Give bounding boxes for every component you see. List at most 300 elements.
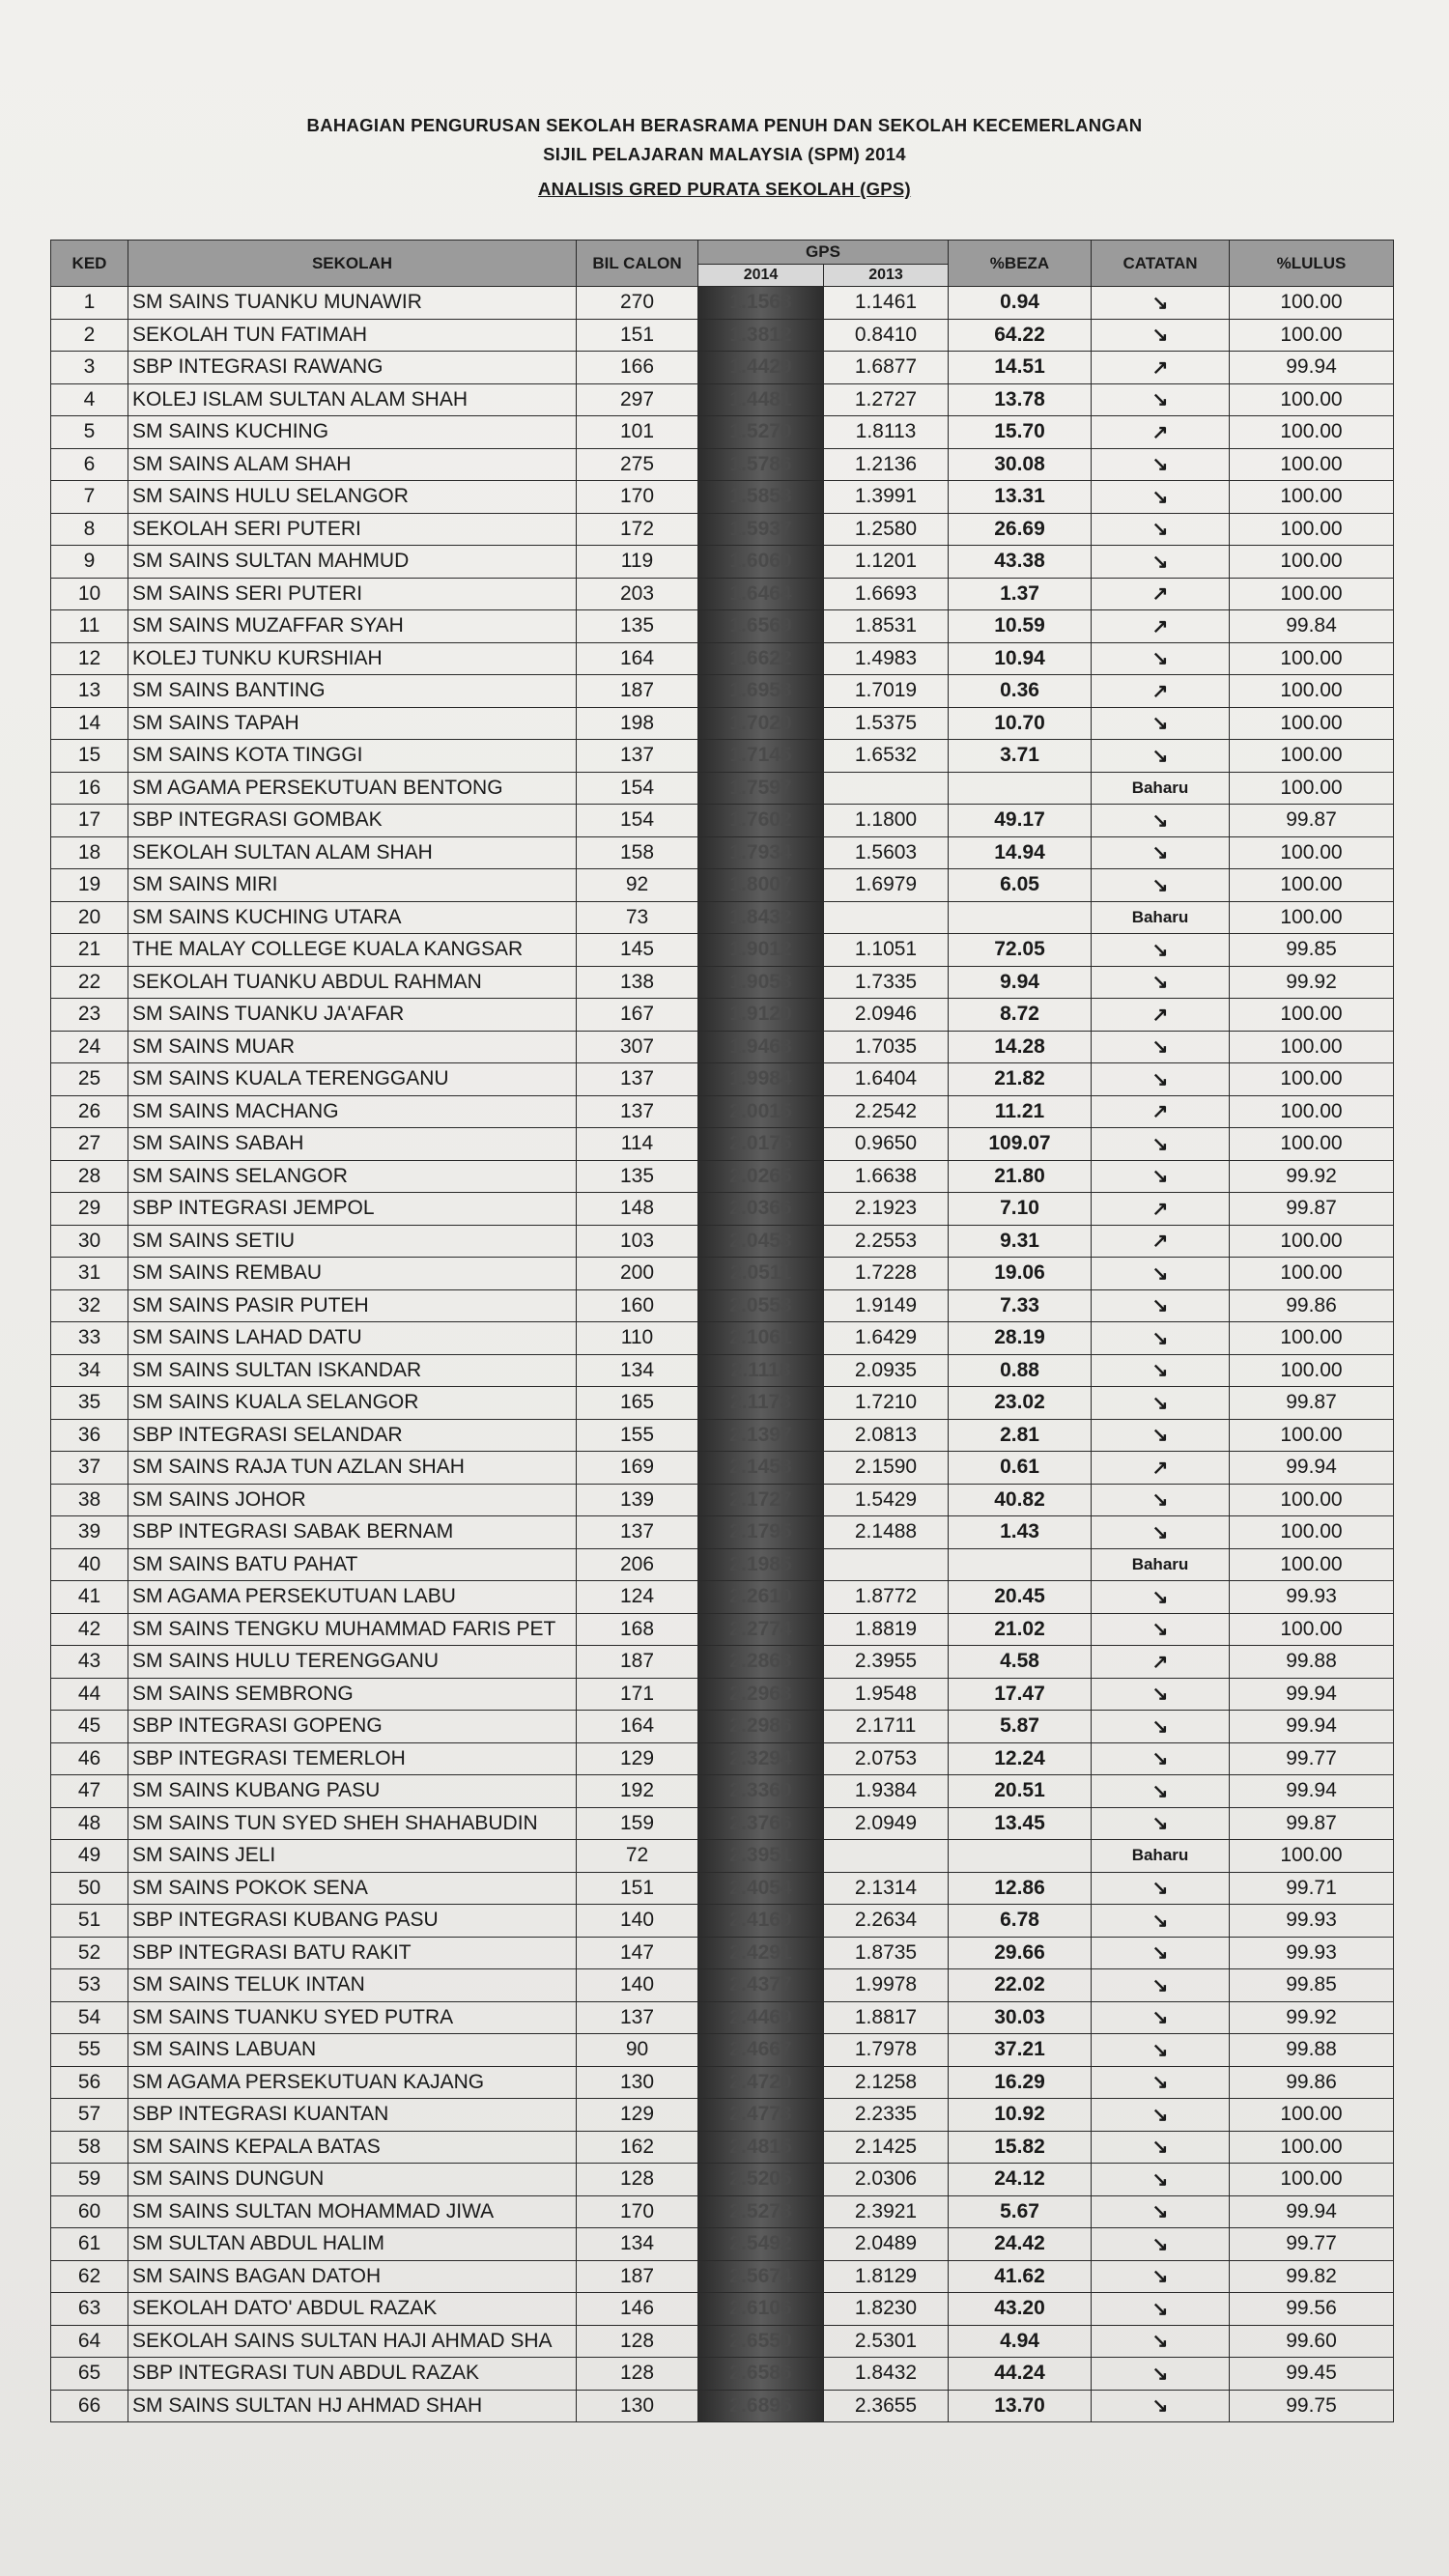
bil-calon-cell: 206 bbox=[577, 1548, 698, 1581]
school-name-cell: SM AGAMA PERSEKUTUAN BENTONG bbox=[128, 772, 577, 805]
lulus-cell: 99.71 bbox=[1230, 1872, 1394, 1905]
bil-calon-cell: 92 bbox=[577, 869, 698, 902]
table-body bbox=[51, 287, 1394, 2422]
bil-calon-cell: 90 bbox=[577, 2034, 698, 2067]
school-name-cell: SM SAINS HULU TERENGGANU bbox=[128, 1646, 577, 1679]
table-row bbox=[51, 1031, 1394, 1063]
gps-2013-cell: 1.7335 bbox=[824, 966, 949, 999]
bil-calon-cell: 170 bbox=[577, 481, 698, 514]
beza-cell: 13.70 bbox=[949, 2390, 1092, 2422]
lulus-cell: 99.93 bbox=[1230, 1905, 1394, 1938]
school-name-cell: SM SAINS RAJA TUN AZLAN SHAH bbox=[128, 1452, 577, 1485]
lulus-cell: 100.00 bbox=[1230, 1613, 1394, 1646]
bil-calon-cell: 160 bbox=[577, 1289, 698, 1322]
table-row bbox=[51, 999, 1394, 1032]
lulus-cell: 100.00 bbox=[1230, 2099, 1394, 2132]
gps-2014-cell: 2.1118 bbox=[698, 1354, 824, 1387]
bil-calon-cell: 154 bbox=[577, 805, 698, 837]
gps-2014-cell: 1.4429 bbox=[698, 352, 824, 384]
gps-2014-cell: 1.6958 bbox=[698, 675, 824, 708]
school-name-cell: SEKOLAH SAINS SULTAN HAJI AHMAD SHA bbox=[128, 2325, 577, 2358]
catatan-label: Baharu bbox=[1092, 1840, 1230, 1873]
table-row bbox=[51, 966, 1394, 999]
school-name-cell: SM SAINS TUN SYED SHEH SHAHABUDIN bbox=[128, 1807, 577, 1840]
beza-cell: 24.42 bbox=[949, 2228, 1092, 2261]
table-row bbox=[51, 1516, 1394, 1549]
lulus-cell: 99.93 bbox=[1230, 1937, 1394, 1969]
bil-calon-cell: 114 bbox=[577, 1128, 698, 1161]
ked-cell: 3 bbox=[51, 352, 128, 384]
gps-2013-cell: 2.1590 bbox=[824, 1452, 949, 1485]
ked-cell: 27 bbox=[51, 1128, 128, 1161]
gps-2014-cell: 2.2963 bbox=[698, 1678, 824, 1711]
arrow-down-right-icon: ↘ bbox=[1092, 1419, 1230, 1452]
table-row bbox=[51, 901, 1394, 934]
gps-2014-cell: 2.0553 bbox=[698, 1289, 824, 1322]
arrow-down-right-icon: ↘ bbox=[1092, 1258, 1230, 1290]
arrow-down-right-icon: ↘ bbox=[1092, 1128, 1230, 1161]
table-row bbox=[51, 1322, 1394, 1355]
beza-cell bbox=[949, 1548, 1092, 1581]
gps-2014-cell: 2.4773 bbox=[698, 2099, 824, 2132]
lulus-cell: 99.92 bbox=[1230, 1160, 1394, 1193]
lulus-cell: 100.00 bbox=[1230, 1063, 1394, 1096]
ked-cell: 35 bbox=[51, 1387, 128, 1420]
gps-2013-cell: 2.2634 bbox=[824, 1905, 949, 1938]
bil-calon-cell: 129 bbox=[577, 2099, 698, 2132]
lulus-cell: 100.00 bbox=[1230, 1516, 1394, 1549]
bil-calon-cell: 137 bbox=[577, 2001, 698, 2034]
header-title-line2: SIJIL PELAJARAN MALAYSIA (SPM) 2014 bbox=[543, 144, 906, 164]
school-name-cell: SM SAINS ALAM SHAH bbox=[128, 448, 577, 481]
col-header-sekolah: SEKOLAH bbox=[128, 241, 577, 287]
ked-cell: 59 bbox=[51, 2164, 128, 2196]
lulus-cell: 100.00 bbox=[1230, 416, 1394, 449]
lulus-cell: 100.00 bbox=[1230, 481, 1394, 514]
bil-calon-cell: 297 bbox=[577, 383, 698, 416]
arrow-down-right-icon: ↘ bbox=[1092, 1807, 1230, 1840]
lulus-cell: 99.45 bbox=[1230, 2358, 1394, 2391]
beza-cell: 23.02 bbox=[949, 1387, 1092, 1420]
table-row bbox=[51, 546, 1394, 579]
beza-cell: 49.17 bbox=[949, 805, 1092, 837]
gps-2013-cell: 2.2335 bbox=[824, 2099, 949, 2132]
ked-cell: 44 bbox=[51, 1678, 128, 1711]
gps-2014-cell: 2.2610 bbox=[698, 1581, 824, 1614]
gps-2013-cell: 1.6404 bbox=[824, 1063, 949, 1096]
ked-cell: 36 bbox=[51, 1419, 128, 1452]
ked-cell: 22 bbox=[51, 966, 128, 999]
bil-calon-cell: 275 bbox=[577, 448, 698, 481]
bil-calon-cell: 155 bbox=[577, 1419, 698, 1452]
lulus-cell: 100.00 bbox=[1230, 901, 1394, 934]
beza-cell: 0.36 bbox=[949, 675, 1092, 708]
table-row bbox=[51, 2358, 1394, 2391]
gps-2013-cell: 1.2580 bbox=[824, 513, 949, 546]
beza-cell: 43.20 bbox=[949, 2293, 1092, 2326]
beza-cell: 44.24 bbox=[949, 2358, 1092, 2391]
lulus-cell: 100.00 bbox=[1230, 772, 1394, 805]
bil-calon-cell: 128 bbox=[577, 2325, 698, 2358]
gps-2013-cell: 1.6638 bbox=[824, 1160, 949, 1193]
lulus-cell: 100.00 bbox=[1230, 1419, 1394, 1452]
arrow-up-right-icon: ↗ bbox=[1092, 352, 1230, 384]
gps-2013-cell: 1.9548 bbox=[824, 1678, 949, 1711]
table-row bbox=[51, 1484, 1394, 1516]
lulus-cell: 100.00 bbox=[1230, 1258, 1394, 1290]
ked-cell: 24 bbox=[51, 1031, 128, 1063]
gps-2014-cell: 2.3951 bbox=[698, 1840, 824, 1873]
beza-cell: 24.12 bbox=[949, 2164, 1092, 2196]
catatan-label: Baharu bbox=[1092, 772, 1230, 805]
ked-cell: 28 bbox=[51, 1160, 128, 1193]
gps-2014-cell: 2.0511 bbox=[698, 1258, 824, 1290]
arrow-down-right-icon: ↘ bbox=[1092, 287, 1230, 320]
arrow-down-right-icon: ↘ bbox=[1092, 1711, 1230, 1743]
gps-2014-cell: 2.1985 bbox=[698, 1548, 824, 1581]
bil-calon-cell: 146 bbox=[577, 2293, 698, 2326]
school-name-cell: THE MALAY COLLEGE KUALA KANGSAR bbox=[128, 934, 577, 967]
school-name-cell: SBP INTEGRASI BATU RAKIT bbox=[128, 1937, 577, 1969]
ked-cell: 43 bbox=[51, 1646, 128, 1679]
gps-2014-cell: 1.7934 bbox=[698, 836, 824, 869]
gps-2013-cell: 2.3655 bbox=[824, 2390, 949, 2422]
bil-calon-cell: 187 bbox=[577, 1646, 698, 1679]
beza-cell: 21.02 bbox=[949, 1613, 1092, 1646]
beza-cell: 15.70 bbox=[949, 416, 1092, 449]
school-name-cell: SBP INTEGRASI GOPENG bbox=[128, 1711, 577, 1743]
table-row bbox=[51, 1128, 1394, 1161]
arrow-down-right-icon: ↘ bbox=[1092, 869, 1230, 902]
gps-2013-cell: 2.0489 bbox=[824, 2228, 949, 2261]
lulus-cell: 99.86 bbox=[1230, 1289, 1394, 1322]
beza-cell: 20.45 bbox=[949, 1581, 1092, 1614]
lulus-cell: 99.87 bbox=[1230, 805, 1394, 837]
beza-cell: 10.92 bbox=[949, 2099, 1092, 2132]
school-name-cell: SM SAINS PASIR PUTEH bbox=[128, 1289, 577, 1322]
header-title-line1: BAHAGIAN PENGURUSAN SEKOLAH BERASRAMA PENUH DAN SEKOLAH KECEMERLANGAN bbox=[306, 115, 1143, 135]
lulus-cell: 100.00 bbox=[1230, 740, 1394, 773]
gps-2013-cell: 1.6877 bbox=[824, 352, 949, 384]
school-name-cell: SM SAINS SABAH bbox=[128, 1128, 577, 1161]
arrow-down-right-icon: ↘ bbox=[1092, 1678, 1230, 1711]
gps-2013-cell: 1.8817 bbox=[824, 2001, 949, 2034]
arrow-down-right-icon: ↘ bbox=[1092, 707, 1230, 740]
gps-2013-cell: 1.6429 bbox=[824, 1322, 949, 1355]
school-name-cell: SM AGAMA PERSEKUTUAN KAJANG bbox=[128, 2066, 577, 2099]
ked-cell: 1 bbox=[51, 287, 128, 320]
ked-cell: 39 bbox=[51, 1516, 128, 1549]
gps-2014-cell: 2.0015 bbox=[698, 1095, 824, 1128]
school-name-cell: SM SAINS SERI PUTERI bbox=[128, 578, 577, 610]
table-row bbox=[51, 1354, 1394, 1387]
ked-cell: 51 bbox=[51, 1905, 128, 1938]
school-name-cell: SBP INTEGRASI TUN ABDUL RAZAK bbox=[128, 2358, 577, 2391]
gps-2013-cell bbox=[824, 772, 949, 805]
gps-2014-cell: 2.4667 bbox=[698, 2034, 824, 2067]
gps-2014-cell: 2.4377 bbox=[698, 1969, 824, 2002]
gps-2013-cell bbox=[824, 1548, 949, 1581]
table-row bbox=[51, 448, 1394, 481]
school-name-cell: SBP INTEGRASI RAWANG bbox=[128, 352, 577, 384]
bil-calon-cell: 134 bbox=[577, 2228, 698, 2261]
table-row bbox=[51, 1095, 1394, 1128]
table-row bbox=[51, 1419, 1394, 1452]
school-name-cell: KOLEJ ISLAM SULTAN ALAM SHAH bbox=[128, 383, 577, 416]
arrow-down-right-icon: ↘ bbox=[1092, 1775, 1230, 1808]
beza-cell: 0.94 bbox=[949, 287, 1092, 320]
gps-2014-cell: 1.6622 bbox=[698, 642, 824, 675]
arrow-down-right-icon: ↘ bbox=[1092, 1322, 1230, 1355]
ked-cell: 12 bbox=[51, 642, 128, 675]
bil-calon-cell: 135 bbox=[577, 610, 698, 643]
lulus-cell: 99.94 bbox=[1230, 352, 1394, 384]
gps-2013-cell: 1.6532 bbox=[824, 740, 949, 773]
gps-2014-cell: 2.4291 bbox=[698, 1937, 824, 1969]
col-header-lulus: %LULUS bbox=[1230, 241, 1394, 287]
gps-2014-cell: 2.1061 bbox=[698, 1322, 824, 1355]
lulus-cell: 100.00 bbox=[1230, 869, 1394, 902]
ked-cell: 8 bbox=[51, 513, 128, 546]
bil-calon-cell: 137 bbox=[577, 740, 698, 773]
gps-2013-cell: 1.2136 bbox=[824, 448, 949, 481]
table-row bbox=[51, 1063, 1394, 1096]
lulus-cell: 99.85 bbox=[1230, 1969, 1394, 2002]
ked-cell: 18 bbox=[51, 836, 128, 869]
gps-2014-cell: 1.6569 bbox=[698, 610, 824, 643]
lulus-cell: 99.94 bbox=[1230, 1775, 1394, 1808]
gps-2014-cell: 2.4815 bbox=[698, 2131, 824, 2164]
gps-2013-cell: 1.1461 bbox=[824, 287, 949, 320]
gps-2013-cell: 1.5375 bbox=[824, 707, 949, 740]
ked-cell: 19 bbox=[51, 869, 128, 902]
lulus-cell: 100.00 bbox=[1230, 707, 1394, 740]
gps-2014-cell: 1.5853 bbox=[698, 481, 824, 514]
school-name-cell: SM SAINS REMBAU bbox=[128, 1258, 577, 1290]
beza-cell: 37.21 bbox=[949, 2034, 1092, 2067]
gps-2013-cell: 2.5301 bbox=[824, 2325, 949, 2358]
table-row bbox=[51, 2325, 1394, 2358]
table-row bbox=[51, 2001, 1394, 2034]
document-header bbox=[0, 111, 1449, 204]
beza-cell: 30.03 bbox=[949, 2001, 1092, 2034]
table-row bbox=[51, 2228, 1394, 2261]
bil-calon-cell: 148 bbox=[577, 1193, 698, 1226]
table-row bbox=[51, 772, 1394, 805]
arrow-down-right-icon: ↘ bbox=[1092, 1969, 1230, 2002]
gps-2013-cell: 1.7210 bbox=[824, 1387, 949, 1420]
arrow-up-right-icon: ↗ bbox=[1092, 1452, 1230, 1485]
col-header-ked: KED bbox=[51, 241, 128, 287]
school-name-cell: SM SAINS TUANKU MUNAWIR bbox=[128, 287, 577, 320]
arrow-down-right-icon: ↘ bbox=[1092, 1613, 1230, 1646]
gps-2013-cell: 2.0935 bbox=[824, 1354, 949, 1387]
bil-calon-cell: 73 bbox=[577, 901, 698, 934]
school-name-cell: SM SAINS KOTA TINGGI bbox=[128, 740, 577, 773]
table-row bbox=[51, 1872, 1394, 1905]
arrow-down-right-icon: ↘ bbox=[1092, 481, 1230, 514]
table-row bbox=[51, 287, 1394, 320]
lulus-cell: 99.82 bbox=[1230, 2260, 1394, 2293]
school-name-cell: SM SAINS KUALA SELANGOR bbox=[128, 1387, 577, 1420]
lulus-cell: 99.56 bbox=[1230, 2293, 1394, 2326]
table-row bbox=[51, 805, 1394, 837]
gps-2013-cell: 2.0946 bbox=[824, 999, 949, 1032]
school-name-cell: SM SAINS BANTING bbox=[128, 675, 577, 708]
arrow-up-right-icon: ↗ bbox=[1092, 578, 1230, 610]
gps-2013-cell: 1.8772 bbox=[824, 1581, 949, 1614]
gps-2014-cell: 1.3812 bbox=[698, 319, 824, 352]
gps-2014-cell: 2.4169 bbox=[698, 1905, 824, 1938]
arrow-down-right-icon: ↘ bbox=[1092, 448, 1230, 481]
arrow-down-right-icon: ↘ bbox=[1092, 1289, 1230, 1322]
bil-calon-cell: 137 bbox=[577, 1095, 698, 1128]
arrow-down-right-icon: ↘ bbox=[1092, 934, 1230, 967]
gps-2014-cell: 2.2986 bbox=[698, 1711, 824, 1743]
arrow-down-right-icon: ↘ bbox=[1092, 383, 1230, 416]
gps-2014-cell: 2.2868 bbox=[698, 1646, 824, 1679]
gps-2013-cell: 2.1258 bbox=[824, 2066, 949, 2099]
school-name-cell: SM SAINS KEPALA BATAS bbox=[128, 2131, 577, 2164]
catatan-label: Baharu bbox=[1092, 901, 1230, 934]
school-name-cell: SM SAINS MUZAFFAR SYAH bbox=[128, 610, 577, 643]
bil-calon-cell: 130 bbox=[577, 2390, 698, 2422]
school-name-cell: SM SAINS DUNGUN bbox=[128, 2164, 577, 2196]
lulus-cell: 100.00 bbox=[1230, 1322, 1394, 1355]
arrow-up-right-icon: ↗ bbox=[1092, 610, 1230, 643]
arrow-down-right-icon: ↘ bbox=[1092, 2325, 1230, 2358]
gps-2014-cell: 2.5205 bbox=[698, 2164, 824, 2196]
beza-cell: 3.71 bbox=[949, 740, 1092, 773]
ked-cell: 6 bbox=[51, 448, 128, 481]
ked-cell: 16 bbox=[51, 772, 128, 805]
gps-2013-cell: 1.7228 bbox=[824, 1258, 949, 1290]
gps-2014-cell: 2.2774 bbox=[698, 1613, 824, 1646]
school-name-cell: SM SAINS KUCHING bbox=[128, 416, 577, 449]
table-row bbox=[51, 1937, 1394, 1969]
lulus-cell: 99.60 bbox=[1230, 2325, 1394, 2358]
arrow-down-right-icon: ↘ bbox=[1092, 836, 1230, 869]
beza-cell: 64.22 bbox=[949, 319, 1092, 352]
table-row bbox=[51, 1969, 1394, 2002]
ked-cell: 34 bbox=[51, 1354, 128, 1387]
table-row bbox=[51, 934, 1394, 967]
gps-2014-cell: 2.4720 bbox=[698, 2066, 824, 2099]
bil-calon-cell: 168 bbox=[577, 1613, 698, 1646]
ked-cell: 26 bbox=[51, 1095, 128, 1128]
arrow-down-right-icon: ↘ bbox=[1092, 2358, 1230, 2391]
gps-2013-cell: 2.1488 bbox=[824, 1516, 949, 1549]
gps-2014-cell: 1.9120 bbox=[698, 999, 824, 1032]
school-name-cell: SBP INTEGRASI SELANDAR bbox=[128, 1419, 577, 1452]
ked-cell: 62 bbox=[51, 2260, 128, 2293]
ked-cell: 58 bbox=[51, 2131, 128, 2164]
school-name-cell: SBP INTEGRASI KUANTAN bbox=[128, 2099, 577, 2132]
ked-cell: 63 bbox=[51, 2293, 128, 2326]
lulus-cell: 99.93 bbox=[1230, 1581, 1394, 1614]
table-row bbox=[51, 2260, 1394, 2293]
lulus-cell: 100.00 bbox=[1230, 642, 1394, 675]
bil-calon-cell: 139 bbox=[577, 1484, 698, 1516]
arrow-down-right-icon: ↘ bbox=[1092, 513, 1230, 546]
bil-calon-cell: 147 bbox=[577, 1937, 698, 1969]
ked-cell: 53 bbox=[51, 1969, 128, 2002]
school-name-cell: SEKOLAH DATO' ABDUL RAZAK bbox=[128, 2293, 577, 2326]
gps-2014-cell: 2.0175 bbox=[698, 1128, 824, 1161]
ked-cell: 66 bbox=[51, 2390, 128, 2422]
gps-2013-cell: 1.8735 bbox=[824, 1937, 949, 1969]
bil-calon-cell: 130 bbox=[577, 2066, 698, 2099]
lulus-cell: 99.88 bbox=[1230, 2034, 1394, 2067]
col-header-2013: 2013 bbox=[824, 265, 949, 287]
gps-2013-cell: 1.7019 bbox=[824, 675, 949, 708]
table-row bbox=[51, 869, 1394, 902]
bil-calon-cell: 151 bbox=[577, 319, 698, 352]
ked-cell: 4 bbox=[51, 383, 128, 416]
table-row bbox=[51, 1289, 1394, 1322]
school-name-cell: SM SAINS BAGAN DATOH bbox=[128, 2260, 577, 2293]
gps-2014-cell: 1.5270 bbox=[698, 416, 824, 449]
lulus-cell: 99.94 bbox=[1230, 1452, 1394, 1485]
bil-calon-cell: 119 bbox=[577, 546, 698, 579]
arrow-down-right-icon: ↘ bbox=[1092, 2131, 1230, 2164]
ked-cell: 38 bbox=[51, 1484, 128, 1516]
beza-cell: 5.67 bbox=[949, 2195, 1092, 2228]
ked-cell: 7 bbox=[51, 481, 128, 514]
ked-cell: 31 bbox=[51, 1258, 128, 1290]
table-row bbox=[51, 1452, 1394, 1485]
table-row bbox=[51, 610, 1394, 643]
ked-cell: 49 bbox=[51, 1840, 128, 1873]
gps-2014-cell: 2.0265 bbox=[698, 1160, 824, 1193]
beza-cell: 43.38 bbox=[949, 546, 1092, 579]
table-row bbox=[51, 1160, 1394, 1193]
school-name-cell: SM AGAMA PERSEKUTUAN LABU bbox=[128, 1581, 577, 1614]
beza-cell: 22.02 bbox=[949, 1969, 1092, 2002]
table-row bbox=[51, 675, 1394, 708]
table-row bbox=[51, 1613, 1394, 1646]
beza-cell: 12.86 bbox=[949, 1872, 1092, 1905]
beza-cell: 16.29 bbox=[949, 2066, 1092, 2099]
gps-2013-cell: 2.0306 bbox=[824, 2164, 949, 2196]
beza-cell: 10.70 bbox=[949, 707, 1092, 740]
lulus-cell: 100.00 bbox=[1230, 999, 1394, 1032]
beza-cell: 9.31 bbox=[949, 1225, 1092, 1258]
ked-cell: 55 bbox=[51, 2034, 128, 2067]
gps-2014-cell: 2.1458 bbox=[698, 1452, 824, 1485]
table-row bbox=[51, 1678, 1394, 1711]
ked-cell: 13 bbox=[51, 675, 128, 708]
bil-calon-cell: 165 bbox=[577, 1387, 698, 1420]
lulus-cell: 100.00 bbox=[1230, 675, 1394, 708]
bil-calon-cell: 192 bbox=[577, 1775, 698, 1808]
lulus-cell: 100.00 bbox=[1230, 1354, 1394, 1387]
gps-2014-cell: 1.9984 bbox=[698, 1063, 824, 1096]
col-header-bil-calon: BIL CALON bbox=[577, 241, 698, 287]
ked-cell: 10 bbox=[51, 578, 128, 610]
arrow-down-right-icon: ↘ bbox=[1092, 805, 1230, 837]
school-name-cell: SM SAINS POKOK SENA bbox=[128, 1872, 577, 1905]
beza-cell: 15.82 bbox=[949, 2131, 1092, 2164]
arrow-down-right-icon: ↘ bbox=[1092, 2099, 1230, 2132]
arrow-down-right-icon: ↘ bbox=[1092, 1031, 1230, 1063]
lulus-cell: 99.87 bbox=[1230, 1193, 1394, 1226]
bil-calon-cell: 135 bbox=[577, 1160, 698, 1193]
col-header-gps: GPS bbox=[698, 241, 949, 265]
ked-cell: 50 bbox=[51, 1872, 128, 1905]
ked-cell: 47 bbox=[51, 1775, 128, 1808]
bil-calon-cell: 164 bbox=[577, 1711, 698, 1743]
